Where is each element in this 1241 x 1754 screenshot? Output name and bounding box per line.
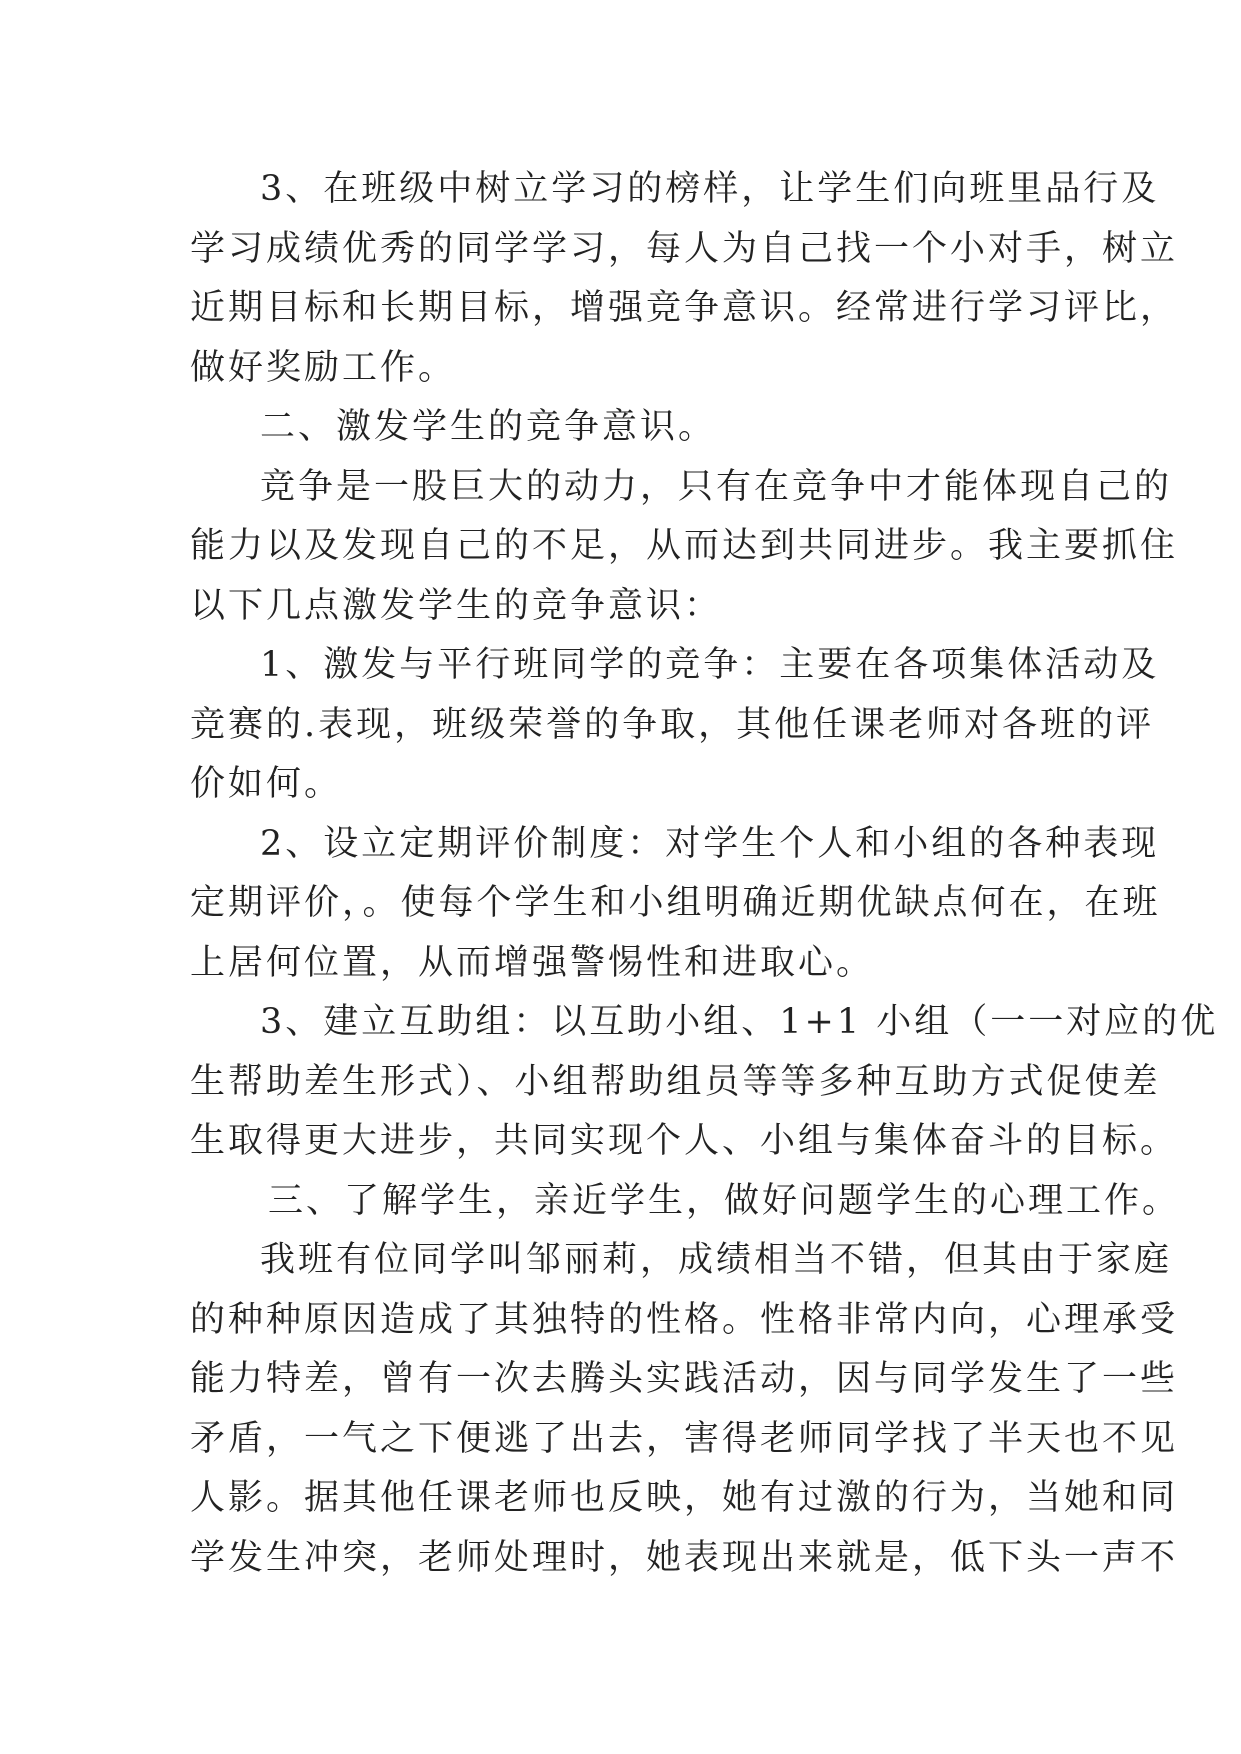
text-line: 上居何位置，从而增强警惕性和进取心。 [190,942,875,983]
text-line: 生取得更大进步，共同实现个人、小组与集体奋斗的目标。 [190,1121,1179,1161]
text-line: 学发生冲突，老师处理时，她表现出来就是，低下头一声不 [190,1537,1179,1578]
text-line: 我班有位同学叫邹丽莉，成绩相当不错，但其由于家庭 [260,1240,1173,1280]
text-line: 3、建立互助组：以互助小组、1+1 小组（一一对应的优 [260,1002,1219,1042]
text-line: 学习成绩优秀的同学学习，每人为自己找一个小对手，树立 [190,228,1179,269]
body-text [190,160,1219,1588]
text-line: 能力以及发现自己的不足，从而达到共同进步。我主要抓住 [190,526,1179,566]
section-heading: 三、了解学生，亲近学生，做好问题学生的心理工作。 [268,1180,1181,1221]
text-line: 价如何。 [190,764,343,804]
text-line: 3、在班级中树立学习的榜样，让学生们向班里品行及 [260,169,1160,209]
section-heading: 二、激发学生的竞争意识。 [260,407,717,447]
text-line: 定期评价，。使每个学生和小组明确近期优缺点何在，在班 [190,883,1161,923]
text-line: 矛盾，一气之下便逃了出去，害得老师同学找了半天也不见 [190,1418,1179,1459]
text-line: 1、激发与平行班同学的竞争：主要在各项集体活动及 [260,645,1160,685]
text-line: 近期目标和长期目标，增强竞争意识。经常进行学习评比， [190,288,1179,328]
text-line: 生帮助差生形式）、小组帮助组员等等多种互助方式促使差 [190,1061,1161,1102]
text-line: 以下几点激发学生的竞争意识： [190,585,723,626]
text-line: 2、设立定期评价制度：对学生个人和小组的各种表现 [260,823,1160,864]
text-line: 能力特差，曾有一次去腾头实践活动，因与同学发生了一些 [190,1359,1179,1399]
text-line: 竞争是一股巨大的动力，只有在竞争中才能体现自己的 [260,466,1173,507]
text-line: 人影。据其他任课老师也反映，她有过激的行为，当她和同 [190,1478,1179,1518]
text-line: 做好奖励工作。 [190,347,457,388]
text-line: 的种种原因造成了其独特的性格。性格非常内向，心理承受 [190,1299,1179,1340]
text-line: 竞赛的.表现，班级荣誉的争取，其他任课老师对各班的评 [190,704,1155,745]
